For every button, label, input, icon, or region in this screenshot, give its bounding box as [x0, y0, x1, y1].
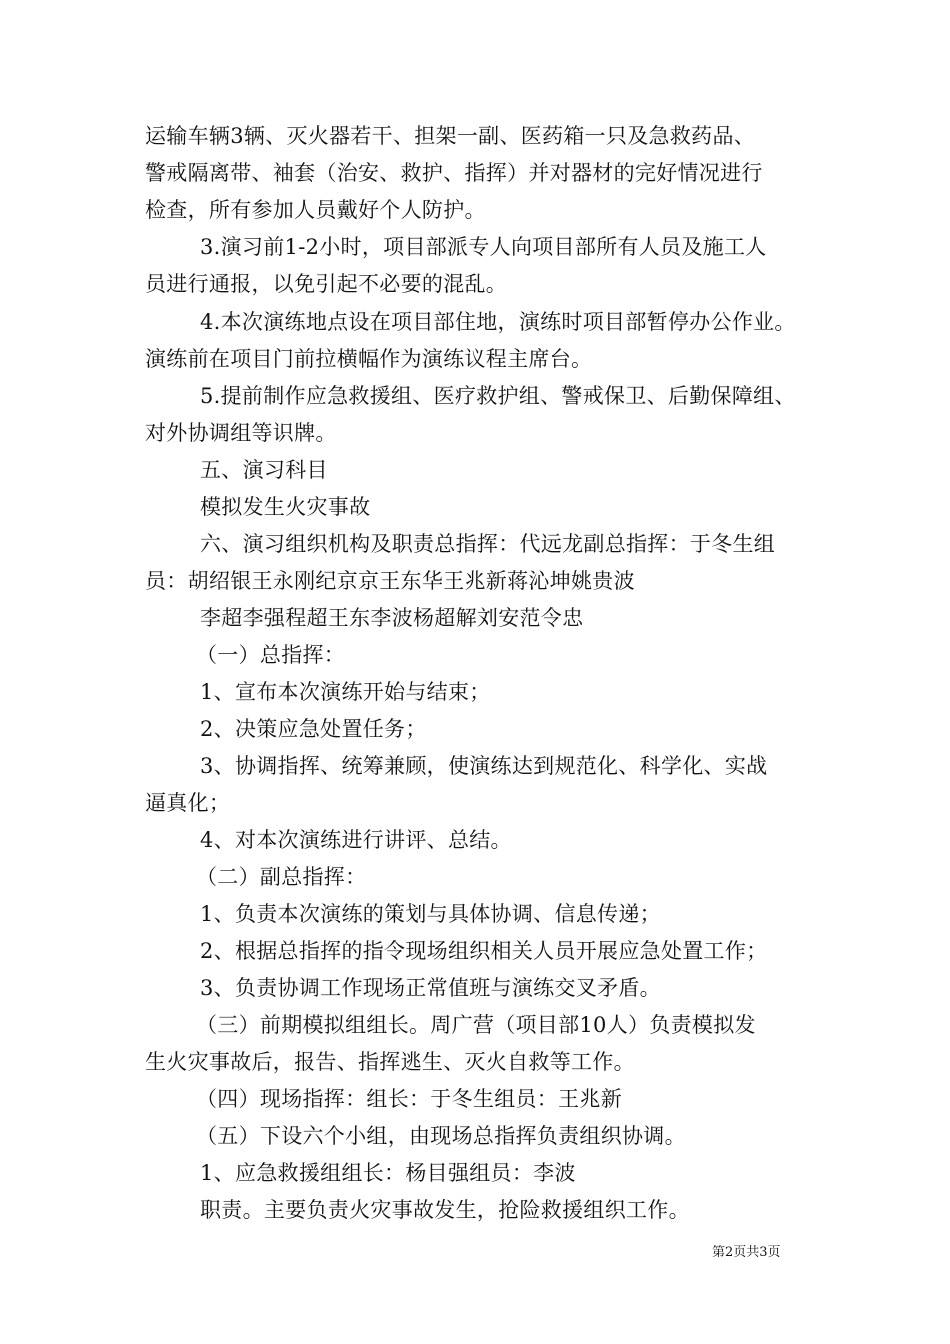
list-item: 2、决策应急处置任务；: [200, 717, 427, 741]
text-line: 逼真化；: [145, 791, 231, 815]
subsection-heading: （二）副总指挥：: [196, 865, 367, 889]
subsection-heading: （三）前期模拟组组长。周广营（项目部10人）负责模拟发: [196, 1013, 756, 1037]
text-line: 职责。主要负责火灾事故发生，抢险救援组织工作。: [200, 1198, 690, 1222]
text-line: 生火灾事故后，报告、指挥逃生、灭火自救等工作。: [145, 1050, 635, 1074]
subsection-heading: （五）下设六个小组，由现场总指挥负责组织协调。: [196, 1124, 686, 1148]
section-heading: 六、演习组织机构及职责总指挥：代远龙副总指挥：于冬生组: [200, 532, 776, 556]
list-item: 1、负责本次演练的策划与具体协调、信息传递；: [200, 902, 661, 926]
text-line: 警戒隔离带、袖套（治安、救护、指挥）并对器材的完好情况进行: [145, 161, 763, 185]
text-line: 员进行通报，以免引起不必要的混乱。: [145, 272, 508, 296]
list-item: 4、对本次演练进行讲评、总结。: [200, 828, 512, 852]
list-item: 1、应急救援组组长：杨目强组员：李波: [200, 1161, 576, 1185]
list-item: 2、根据总指挥的指令现场组织相关人员开展应急处置工作；: [200, 939, 768, 963]
subsection-heading: （一）总指挥：: [196, 643, 346, 667]
text-line: 运输车辆3辆、灭火器若干、担架一副、医药箱一只及急救药品、: [145, 124, 756, 148]
page-number-footer: 第2页共3页: [712, 1245, 781, 1260]
subsection-heading: （四）现场指挥：组长：于冬生组员：王兆新: [196, 1087, 622, 1111]
text-line: 5.提前制作应急救援组、医疗救护组、警戒保卫、后勤保障组、: [200, 384, 796, 408]
text-line: 演练前在项目门前拉横幅作为演练议程主席台。: [145, 347, 593, 371]
text-line: 李超李强程超王东李波杨超解刘安范令忠: [200, 606, 584, 630]
text-line: 3.演习前1-2小时，项目部派专人向项目部所有人员及施工人: [200, 235, 767, 259]
section-heading: 五、演习科目: [200, 458, 328, 482]
text-line: 员：胡绍银王永刚纪京京王东华王兆新蒋沁坤姚贵波: [145, 569, 635, 593]
text-line: 4.本次演练地点设在项目部住地，演练时项目部暂停办公作业。: [200, 310, 796, 334]
list-item: 1、宣布本次演练开始与结束；: [200, 680, 491, 704]
text-line: 模拟发生火灾事故: [200, 495, 371, 519]
list-item: 3、协调指挥、统筹兼顾，使演练达到规范化、科学化、实战: [200, 754, 768, 778]
list-item: 3、负责协调工作现场正常值班与演练交叉矛盾。: [200, 976, 661, 1000]
text-line: 对外协调组等识牌。: [145, 421, 337, 445]
text-line: 检查，所有参加人员戴好个人防护。: [145, 198, 486, 222]
